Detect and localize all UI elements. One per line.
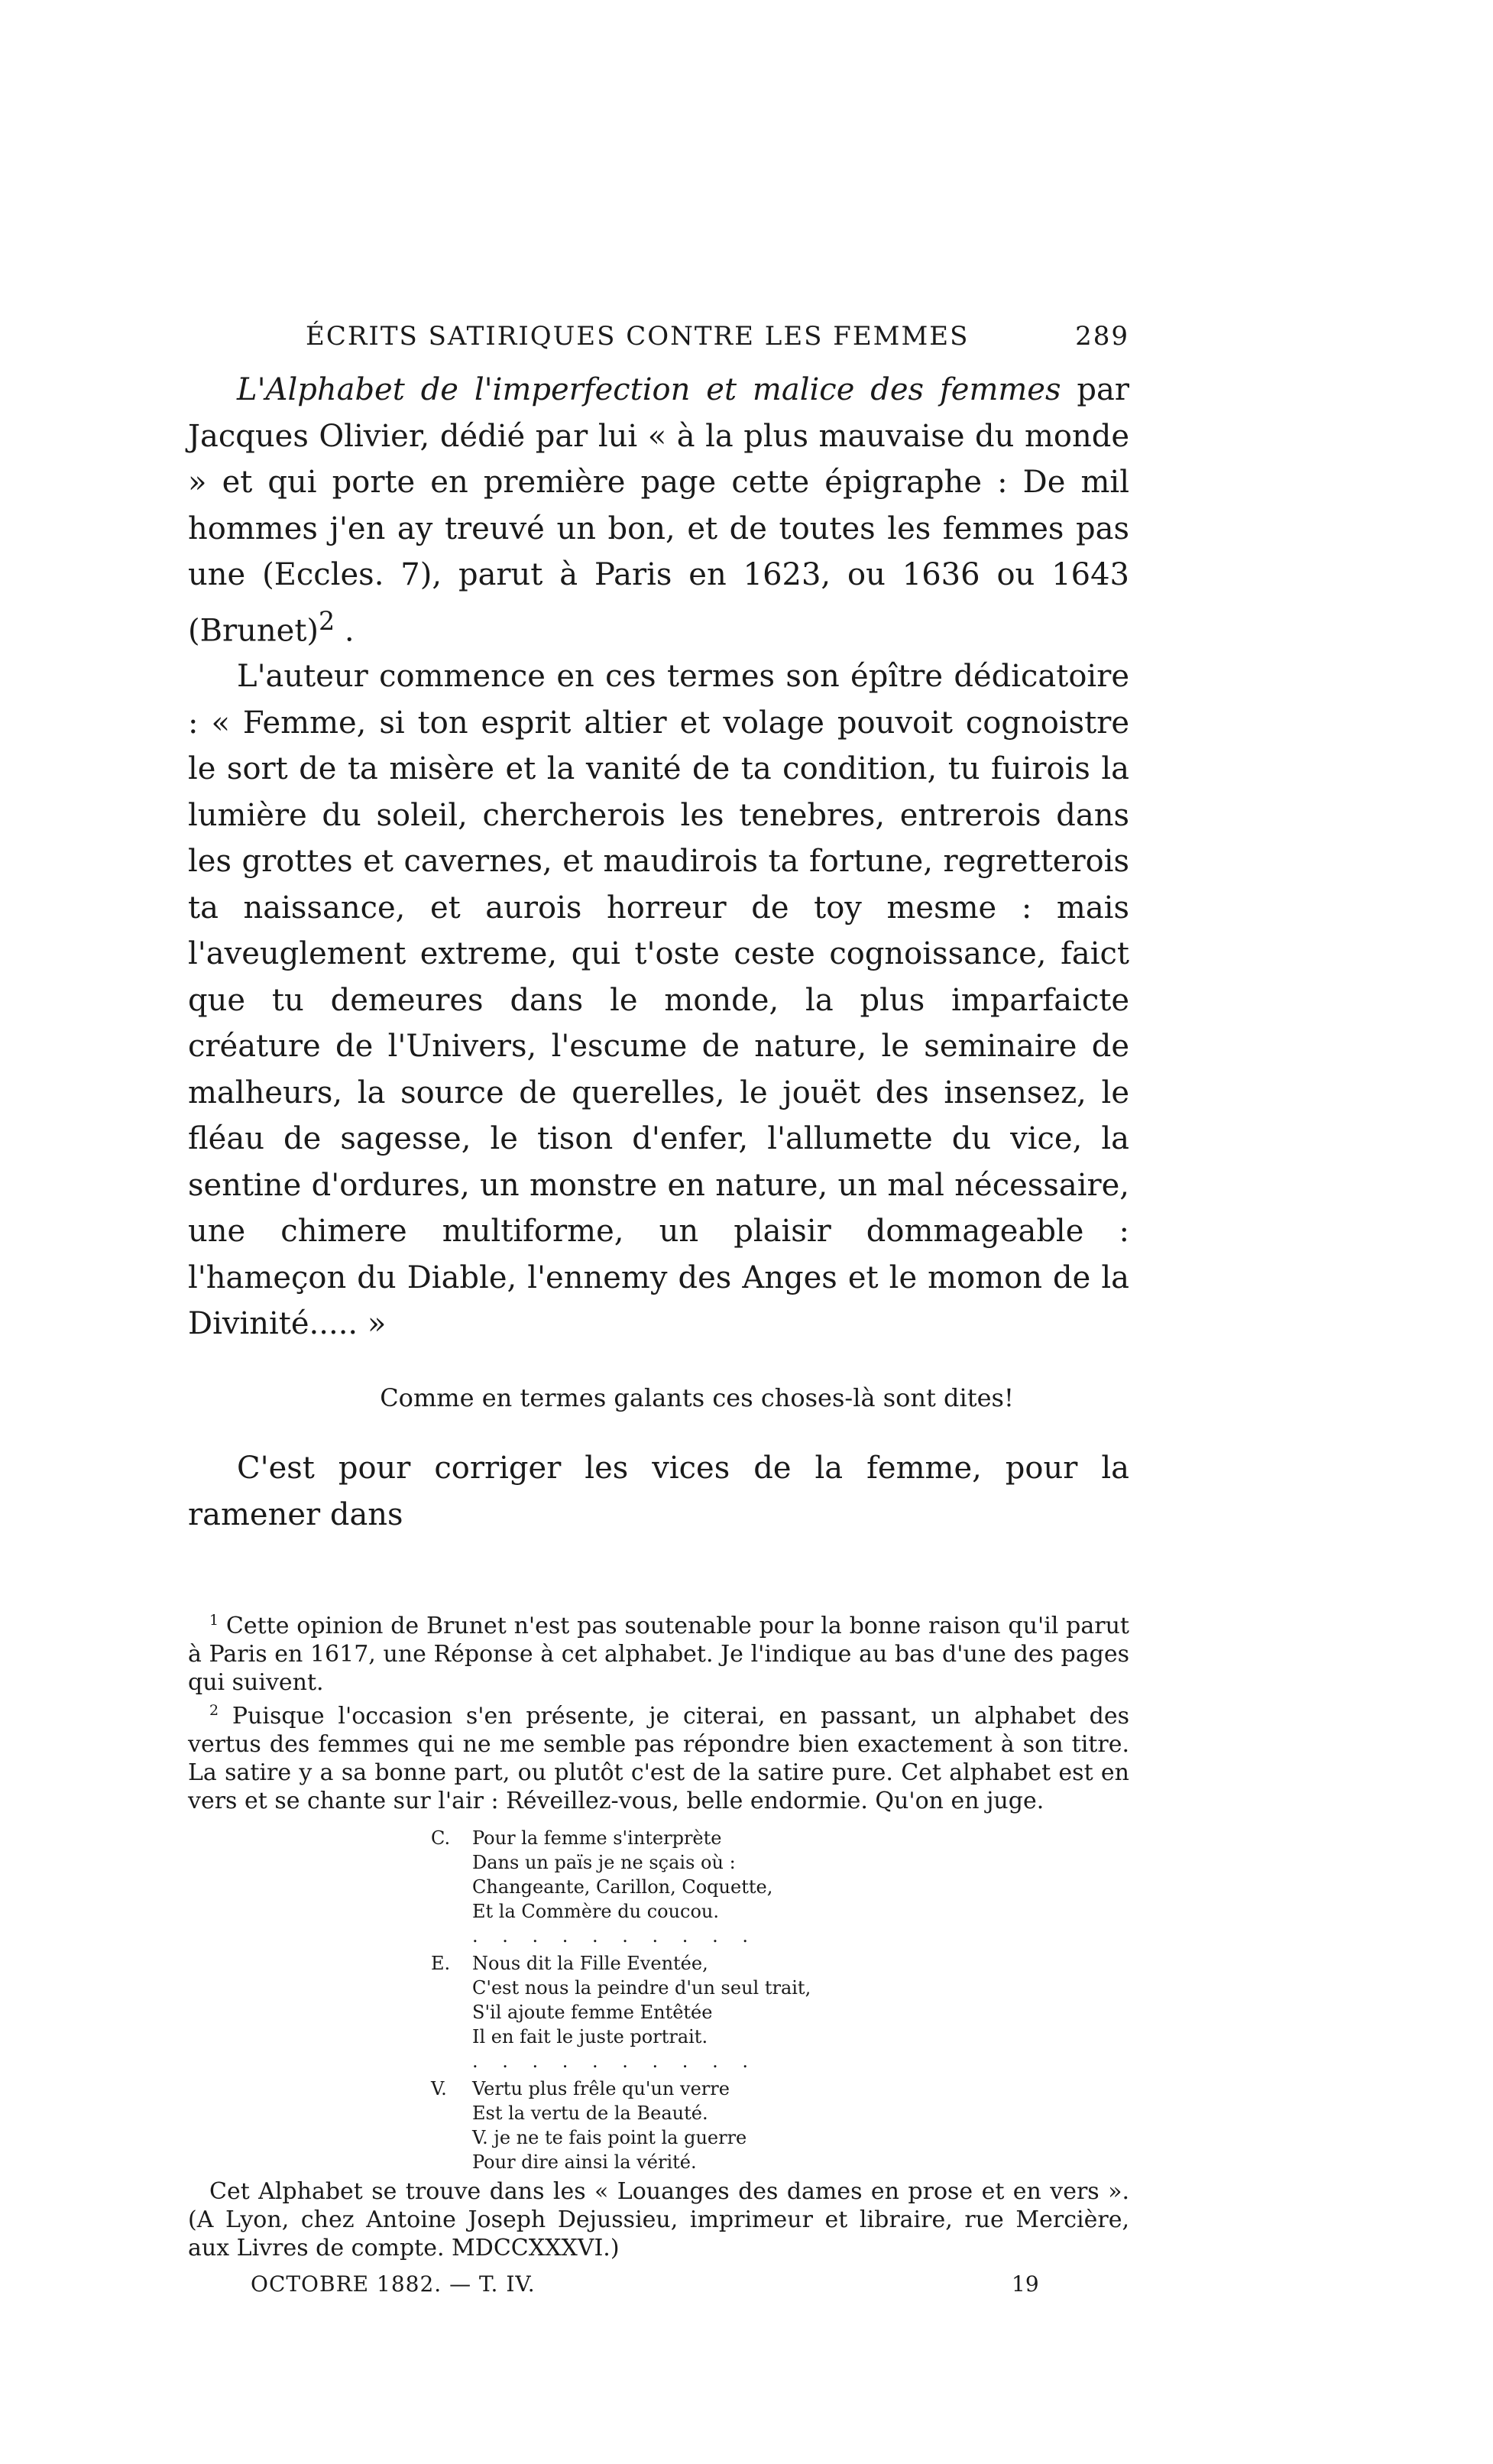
footnote-ref-2: 2 (319, 605, 335, 636)
issue-date: OCTOBRE 1882. — T. IV. (251, 2271, 536, 2297)
ellipsis-dots: . . . . . . . . . . (472, 2051, 757, 2073)
stanza-e: E. Nous dit la Fille Eventée, C'est nous la peindre d'un seul trait, S'il ajoute femme Entêtée Il en fait le juste portrait. . . . . . . . . . . (431, 1953, 811, 2073)
verse-quote: Comme en termes galants ces choses-là sont dites! (380, 1383, 1014, 1412)
running-header (188, 321, 1129, 367)
ellipsis-dots: . . . . . . . . . . (472, 1925, 757, 1947)
footnote-2: $^2$ Puisque l'occasion s'en présente, je citerai, en passant, un alphabet des vertus des femmes qui ne me semble pas répondre bien exactement à son titre. La satire y a sa bonne part, ou plutôt c'est de la satire pure. Cet alphabet est en vers et se chante sur l'air : Réveillez-vous, belle endormie. Qu'on en juge. (188, 1702, 1129, 1815)
stanza-v: V. Vertu plus frêle qu'un verre Est la vertu de la Beauté. V. je ne te fais point la guerre Pour dire ainsi la vérité. (431, 2078, 747, 2174)
signature-mark: 19 (1012, 2271, 1039, 2297)
page-number: 289 (1075, 321, 1129, 352)
verse-block (431, 1826, 1129, 2174)
paragraph-1: L'Alphabet de l'imperfection et malice des femmes par Jacques Olivier, dédié par lui « à la plus mauvaise du monde » et qui porte en première page cette épigraphe : De mil hommes j'en ay treuvé un bon, et de toutes les femmes pas une (Eccles. 7), parut à Paris en 1623, ou 1636 ou 1643 (Brunet)$^2$ . (188, 372, 1129, 648)
footnotes (188, 1606, 1129, 2262)
stanza-c: C. Pour la femme s'interprète Dans un païs je ne sçais où : Changeante, Carillon, Coquette, Et la Commère du coucou. . . . . . . . . . . (431, 1827, 773, 1947)
footnote-separator (188, 1538, 1129, 1606)
page-footer (188, 2271, 1129, 2302)
running-title: ÉCRITS SATIRIQUES CONTRE LES FEMMES (306, 321, 970, 352)
paragraph-2: L'auteur commence en ces termes son épître dédicatoire : « Femme, si ton esprit altier et volage pouvoit cognoistre le sort de ta misère et la vanité de ta condition, tu fuirois la lumière du soleil, chercherois les tenebres, entrerois dans les grottes et cavernes, et maudirois ta fortune, regretterois ta naissance, et aurois horreur de toy mesme : mais l'aveuglement extreme, qui t'oste ceste cognoissance, faict que tu demeures dans le monde, la plus imparfaicte créature de l'Univers, l'escume de nature, le seminaire de malheurs, la source de querelles, le jouët des insensez, le fléau de sagesse, le tison d'enfer, l'allumette du vice, la sentine d'ordures, un monstre en nature, un mal nécessaire, une chimere multiforme, un plaisir dommageable : l'hameçon du Diable, l'ennemy des Anges et le momon de la Divinité..... » (188, 659, 1129, 1342)
book-title: L'Alphabet de l'imperfection et malice des femmes (237, 372, 1061, 407)
book-page (188, 321, 1129, 2302)
footnote-1: $^1$ Cette opinion de Brunet n'est pas soutenable pour la bonne raison qu'il parut à Paris en 1617, une Réponse à cet alphabet. Je l'indique au bas d'une des pages qui suivent. (188, 1612, 1129, 1697)
main-text (188, 367, 1129, 1538)
paragraph-3: C'est pour corriger les vices de la femme, pour la ramener dans (188, 1451, 1129, 1532)
footnote-source: Cet Alphabet se trouve dans les « Louanges des dames en prose et en vers ». (A Lyon, chez Antoine Joseph Dejussieu, imprimeur et libraire, rue Mercière, aux Livres de compte. MDCCXXXVI.) (188, 2178, 1129, 2262)
